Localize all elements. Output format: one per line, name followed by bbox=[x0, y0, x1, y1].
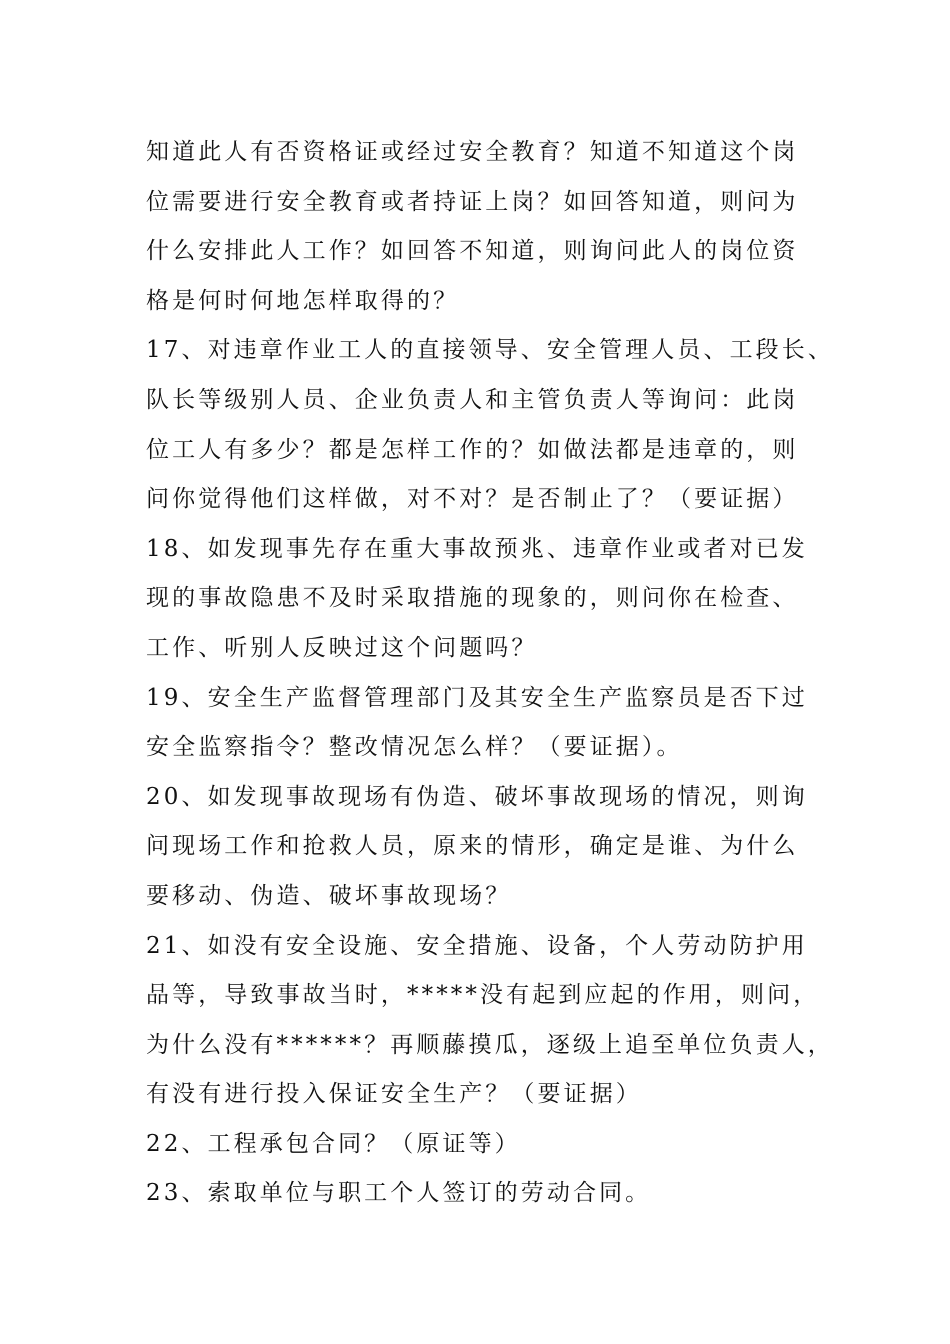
text-line: 安全监察指令？整改情况怎么样？（要证据）。 bbox=[146, 734, 683, 761]
text-line: 要移动、伪造、破坏事故现场？ bbox=[146, 882, 512, 909]
document-body bbox=[146, 128, 834, 1219]
text-line: 工作、听别人反映过这个问题吗？ bbox=[146, 634, 538, 661]
text-line: 问你觉得他们这样做，对不对？是否制止了？（要证据） bbox=[146, 486, 799, 513]
text-line: 位需要进行安全教育或者持证上岗？如回答知道，则问为 bbox=[146, 188, 799, 215]
item-19-line: 19、安全生产监督管理部门及其安全生产监察员是否下过 bbox=[146, 684, 808, 711]
item-17-line: 17、对违章作业工人的直接领导、安全管理人员、工段长、 bbox=[146, 337, 834, 364]
text-line: 品等，导致事故当时，*****没有起到应起的作用，则问， bbox=[146, 982, 820, 1009]
item-23-line: 23、索取单位与职工个人签订的劳动合同。 bbox=[146, 1180, 652, 1207]
text-line: 格是何时何地怎样取得的？ bbox=[146, 287, 460, 314]
item-18-line: 18、如发现事先存在重大事故预兆、违章作业或者对已发 bbox=[146, 535, 808, 562]
item-22-line: 22、工程承包合同？（原证等） bbox=[146, 1130, 521, 1157]
text-line: 知道此人有否资格证或经过安全教育？知道不知道这个岗 bbox=[146, 139, 799, 165]
text-line: 问现场工作和抢救人员，原来的情形，确定是谁、为什么 bbox=[146, 833, 799, 860]
item-21-line: 21、如没有安全设施、安全措施、设备，个人劳动防护用 bbox=[146, 932, 808, 959]
text-line: 为什么没有******？再顺藤摸瓜，逐级上追至单位负责人， bbox=[146, 1031, 834, 1058]
text-line: 位工人有多少？都是怎样工作的？如做法都是违章的，则 bbox=[146, 436, 799, 463]
item-20-line: 20、如发现事故现场有伪造、破坏事故现场的情况，则询 bbox=[146, 783, 808, 810]
text-line: 现的事故隐患不及时采取措施的现象的，则问你在检查、 bbox=[146, 585, 799, 612]
text-line: 有没有进行投入保证安全生产？（要证据） bbox=[146, 1081, 642, 1108]
text-line: 队长等级别人员、企业负责人和主管负责人等询问：此岗 bbox=[146, 386, 799, 413]
text-line: 什么安排此人工作？如回答不知道，则询问此人的岗位资 bbox=[146, 238, 799, 265]
